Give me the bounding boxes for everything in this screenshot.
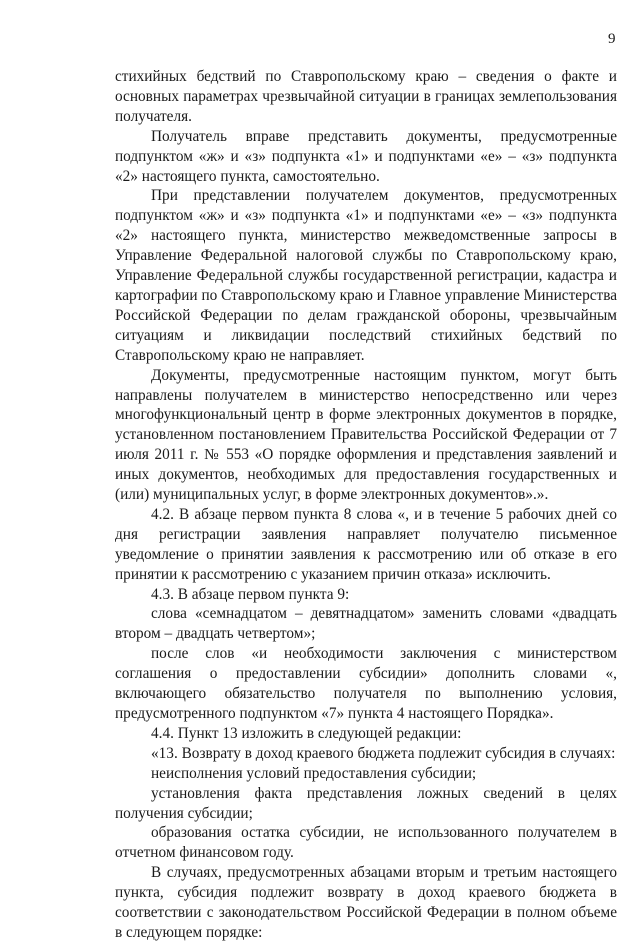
paragraph-replace-words: слова «семнадцатом – девятнадцатом» заменить словами «двадцать втором – двадцать четвертом»; <box>115 605 617 643</box>
paragraph-return-procedure: В случаях, предусмотренных абзацами вторым и третьим настоящего пункта, субсидия подлежит возврату в доход краевого бюджета в соответствии с законодательством Российской Федерации в полном объеме в следующем порядке: <box>115 864 617 941</box>
paragraph-item-13: «13. Возврату в доход краевого бюджета подлежит субсидия в случаях: <box>151 744 616 762</box>
paragraph-interagency-requests: При представлении получателем документов, предусмотренных подпунктом «ж» и «з» подпункта «1» и подпунктами «е» – «з» подпункта «2» настоящего пункта, министерство межведомственные запросы в Управление Федеральной налоговой службы по Ставропольскому краю, Управление Федеральной службы государственной регистрации, кадастра и картографии по Ставропольскому краю и Главное управление Министерства Российской Федерации по делам гражданской обороны, чрезвычайным ситуациям и ликвидации последствий стихийных бедствий по Ставропольскому краю не направляет. <box>115 187 617 364</box>
page-number: 9 <box>608 31 616 47</box>
paragraph-continuation: стихийных бедствий по Ставропольскому краю – сведения о факте и основных параметрах чрезвычайной ситуации в границах землепользования получателя. <box>115 68 617 125</box>
paragraph-self-submission: Получатель вправе представить документы, предусмотренные подпунктом «ж» и «з» подпункта «1» и подпунктами «е» – «з» подпункта «2» настоящего пункта, самостоятельно. <box>115 127 617 185</box>
paragraph-item-4-3: 4.3. В абзаце первом пункта 9: <box>151 585 350 603</box>
paragraph-case-remainder: образования остатка субсидии, не использованного получателем в отчетном финансовом году. <box>115 824 617 862</box>
paragraph-item-4-4: 4.4. Пункт 13 изложить в следующей редакции: <box>151 724 462 742</box>
paragraph-case-noncompliance: неисполнения условий предоставления субсидии; <box>151 764 477 782</box>
paragraph-electronic-documents: Документы, предусмотренные настоящим пунктом, могут быть направлены получателем в министерство непосредственно или через многофункциональный центр в форме электронных документов в порядке, установленном постановлением Правительства Российской Федерации от 7 июля 2011 г. № 553 «О порядке оформления и представления заявлений и иных документов, необходимых для предоставления государственных и (или) муниципальных услуг, в форме электронных документов».». <box>115 366 617 504</box>
document-body <box>115 67 617 943</box>
paragraph-add-words: после слов «и необходимости заключения с министерством соглашения о предоставлении субсидии» дополнить словами «, включающего обязательство получателя по выполнению условия, предусмотренного подпунктом «7» пункта 4 настоящего Порядка». <box>115 645 617 722</box>
paragraph-item-4-2: 4.2. В абзаце первом пункта 8 слова «, и в течение 5 рабочих дней со дня регистрации заявления направляет получателю письменное уведомление о принятии заявления к рассмотрению или об отказе в его принятии к рассмотрению с указанием причин отказа» исключить. <box>115 505 617 583</box>
paragraph-case-false-info: установления факта представления ложных сведений в целях получения субсидии; <box>115 784 617 822</box>
